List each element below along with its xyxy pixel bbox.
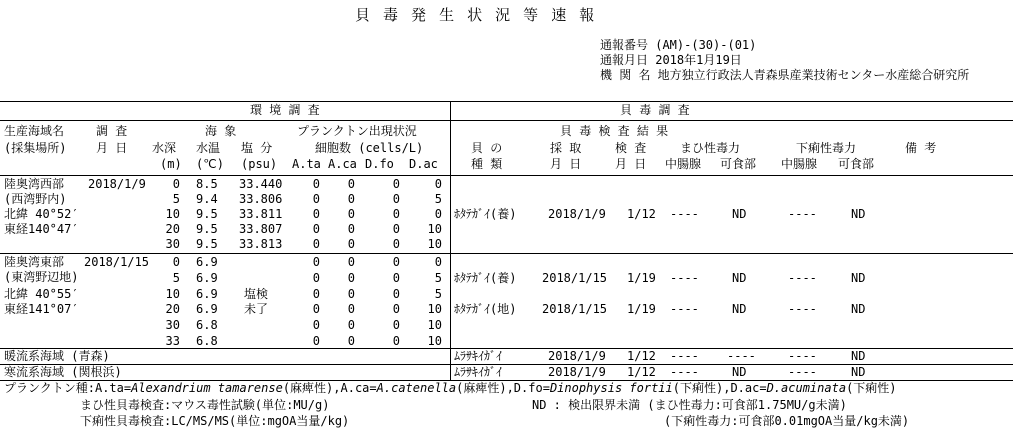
shell-species: ﾎﾀﾃｶﾞｲ(養)	[454, 271, 517, 285]
east-place: (東湾野辺地)	[4, 270, 79, 284]
col-shell-type: 種 類	[471, 157, 503, 171]
plankton-prefix: プランクトン種:A.ta=	[4, 381, 132, 395]
col-psp: まひ性毒力	[680, 141, 741, 155]
aca-cell: 0	[347, 192, 355, 206]
dfo-cell: 0	[392, 222, 400, 236]
dsp-edible-value: ND	[851, 302, 866, 316]
col-depth-unit: (m)	[160, 157, 182, 171]
aca-cell: 0	[347, 177, 355, 191]
dac-cell: 0	[434, 207, 442, 221]
col-sea: 海 象	[205, 124, 237, 138]
dfo-cell: 0	[392, 287, 400, 301]
shell-species: ﾎﾀﾃｶﾞｲ(地)	[454, 302, 517, 316]
ata-cell: 0	[312, 334, 320, 348]
col-depth: 水深	[152, 141, 177, 155]
temp-cell: 6.9	[196, 255, 218, 269]
west-survey-date: 2018/1/9	[88, 177, 146, 191]
col-temp-unit: (℃)	[196, 157, 224, 171]
col-salinity: 塩 分	[241, 141, 273, 155]
psp-gland-value: ----	[670, 349, 699, 363]
temp-cell: 9.4	[196, 192, 218, 206]
dsp-gland-value: ----	[788, 271, 817, 285]
east-survey-date: 2018/1/15	[84, 255, 150, 269]
east-latitude: 北緯 40°55′	[4, 287, 79, 301]
temp-cell: 6.9	[196, 271, 218, 285]
aca-cell: 0	[347, 255, 355, 269]
salinity-cell: 33.807	[239, 222, 283, 236]
dfo-cell: 0	[392, 271, 400, 285]
ata-cell: 0	[312, 177, 320, 191]
dac-cell: 10	[427, 237, 442, 251]
ata-cell: 0	[312, 222, 320, 236]
dfo-cell: 0	[392, 177, 400, 191]
dsp-limit-note: (下痢性毒力:可食部0.01mgOA当量/kg未満)	[664, 414, 910, 428]
shell-species: ﾑﾗｻｷｲｶﾞｲ	[454, 365, 503, 379]
temp-cell: 8.5	[196, 177, 218, 191]
col-place: (採集場所)	[4, 141, 67, 155]
ata-name: Alexandrium tamarense	[131, 381, 283, 395]
col-sampling-date: 月 日	[550, 157, 582, 171]
psp-gland-value: ----	[670, 271, 699, 285]
dfo-name: Dinophysis fortii	[549, 381, 673, 395]
aca-cell: 0	[347, 287, 355, 301]
aca-cell: 0	[347, 271, 355, 285]
dsp-edible-value: ND	[851, 365, 866, 379]
psp-edible-value: ND	[732, 365, 747, 379]
col-inspection: 貝 毒 検 査 結 果	[560, 124, 669, 138]
dac-suffix: (下痢性)	[846, 381, 897, 395]
psp-edible-value: ND	[732, 207, 747, 221]
temp-cell: 6.8	[196, 318, 218, 332]
toxin-survey-header: 貝 毒 調 査	[620, 103, 690, 117]
dfo-cell: 0	[392, 255, 400, 269]
temp-cell: 9.5	[196, 237, 218, 251]
depth-cell: 10	[165, 287, 180, 301]
agency-name: 機 関 名 地方独立行政法人青森県産業技術センター水産総合研究所	[600, 68, 970, 82]
temp-cell: 9.5	[196, 222, 218, 236]
report-date: 通報月日 2018年1月19日	[600, 53, 742, 67]
west-latitude: 北緯 40°52′	[4, 207, 79, 221]
sampling-date: 2018/1/15	[542, 302, 608, 316]
ata-cell: 0	[312, 287, 320, 301]
exam-date: 1/12	[627, 349, 656, 363]
col-dsp-edible: 可食部	[838, 157, 875, 171]
sampling-date: 2018/1/9	[548, 349, 606, 363]
salinity-cell: 未了	[244, 302, 269, 316]
temp-cell: 6.8	[196, 334, 218, 348]
dfo-cell: 0	[392, 302, 400, 316]
depth-cell: 5	[172, 271, 180, 285]
depth-cell: 0	[172, 255, 180, 269]
dac-cell: 0	[434, 255, 442, 269]
plankton-species-note	[4, 381, 897, 396]
report-title: 貝 毒 発 生 状 況 等 速 報	[355, 6, 597, 24]
ata-cell: 0	[312, 255, 320, 269]
aca-cell: 0	[347, 302, 355, 316]
dfo-cell: 0	[392, 192, 400, 206]
depth-cell: 30	[165, 318, 180, 332]
temp-cell: 6.9	[196, 302, 218, 316]
sampling-date: 2018/1/9	[548, 207, 606, 221]
salinity-cell: 33.813	[239, 237, 283, 251]
table-top-border	[0, 101, 1013, 102]
west-bottom-border	[0, 253, 1013, 254]
aca-cell: 0	[347, 334, 355, 348]
depth-cell: 30	[165, 237, 180, 251]
col-aca: A.ca	[328, 157, 357, 171]
depth-cell: 10	[165, 207, 180, 221]
exam-date: 1/12	[627, 365, 656, 379]
exam-date: 1/12	[627, 207, 656, 221]
col-temp: 水温	[196, 141, 221, 155]
ata-cell: 0	[312, 237, 320, 251]
dac-cell: 10	[427, 334, 442, 348]
west-longitude: 東経140°47′	[4, 222, 79, 236]
section-header-border	[0, 120, 1013, 121]
ata-cell: 0	[312, 192, 320, 206]
exam-date: 1/19	[627, 302, 656, 316]
aca-cell: 0	[347, 222, 355, 236]
west-area-name: 陸奥湾西部	[4, 177, 65, 191]
salinity-cell: 33.440	[239, 177, 283, 191]
psp-gland-value: ----	[670, 302, 699, 316]
dfo-cell: 0	[392, 334, 400, 348]
dac-cell: 5	[434, 192, 442, 206]
psp-edible-value: ----	[727, 349, 756, 363]
depth-cell: 20	[165, 222, 180, 236]
psp-gland-value: ----	[670, 207, 699, 221]
dac-cell: 5	[434, 287, 442, 301]
col-dfo: D.fo	[365, 157, 394, 171]
col-remarks: 備 考	[905, 141, 937, 155]
report-number: 通報番号 (AM)-(30)-(01)	[600, 38, 757, 52]
aca-suffix: (麻痺性),D.fo=	[456, 381, 550, 395]
dsp-edible-value: ND	[851, 349, 866, 363]
col-sampling: 採 取	[550, 141, 582, 155]
dfo-suffix: (下痢性),D.ac=	[672, 381, 767, 395]
col-salinity-unit: (psu)	[241, 157, 278, 171]
aca-name: A.catenella	[376, 381, 457, 395]
salinity-cell: 33.806	[239, 192, 283, 206]
aca-cell: 0	[347, 207, 355, 221]
dsp-edible-value: ND	[851, 271, 866, 285]
col-shell: 貝 の	[471, 141, 503, 155]
cold-area-name: 寒流系海域 (関根浜)	[4, 365, 122, 379]
psp-test-note: まひ性貝毒検査:マウス毒性試験(単位:MU/g)	[80, 398, 330, 412]
dsp-gland-value: ----	[788, 349, 817, 363]
shell-species: ﾑﾗｻｷｲｶﾞｲ	[454, 349, 503, 363]
sampling-date: 2018/1/15	[542, 271, 608, 285]
depth-cell: 33	[165, 334, 180, 348]
env-survey-header: 環 境 調 査	[250, 103, 320, 117]
east-area-name: 陸奥湾東部	[4, 255, 65, 269]
shell-species: ﾎﾀﾃｶﾞｲ(養)	[454, 207, 517, 221]
east-longitude: 東経141°07′	[4, 302, 79, 316]
exam-date: 1/19	[627, 271, 656, 285]
col-exam-date: 月 日	[615, 157, 647, 171]
col-dac: D.ac	[409, 157, 438, 171]
dac-cell: 10	[427, 222, 442, 236]
temp-cell: 6.9	[196, 287, 218, 301]
col-exam: 検 査	[615, 141, 647, 155]
col-psp-gland: 中腸腺	[665, 157, 702, 171]
dac-cell: 10	[427, 318, 442, 332]
header-bottom-border	[0, 175, 1013, 176]
col-ata: A.ta	[292, 157, 321, 171]
depth-cell: 20	[165, 302, 180, 316]
dac-cell: 5	[434, 271, 442, 285]
psp-gland-value: ----	[670, 365, 699, 379]
col-dsp: 下痢性毒力	[796, 141, 857, 155]
temp-cell: 9.5	[196, 207, 218, 221]
dsp-test-note: 下痢性貝毒検査:LC/MS/MS(単位:mgOA当量/kg)	[80, 414, 350, 428]
nd-note: ND : 検出限界未満 (まひ性毒力:可食部1.75MU/g未満)	[532, 398, 847, 412]
west-place: (西湾野内)	[4, 192, 67, 206]
aca-cell: 0	[347, 318, 355, 332]
depth-cell: 5	[172, 192, 180, 206]
ata-cell: 0	[312, 271, 320, 285]
dfo-cell: 0	[392, 237, 400, 251]
dsp-edible-value: ND	[851, 207, 866, 221]
col-plankton: プランクトン出現状況	[297, 124, 417, 138]
aca-cell: 0	[347, 237, 355, 251]
salinity-cell: 塩検	[244, 287, 269, 301]
ata-cell: 0	[312, 302, 320, 316]
dfo-cell: 0	[392, 207, 400, 221]
dsp-gland-value: ----	[788, 207, 817, 221]
warm-area-name: 暖流系海域 (青森)	[4, 349, 110, 363]
col-psp-edible: 可食部	[720, 157, 757, 171]
sampling-date: 2018/1/9	[548, 365, 606, 379]
col-area: 生産海域名	[4, 124, 65, 138]
ata-cell: 0	[312, 207, 320, 221]
ata-cell: 0	[312, 318, 320, 332]
dsp-gland-value: ----	[788, 365, 817, 379]
ata-suffix: (麻痺性),A.ca=	[282, 381, 377, 395]
dac-cell: 0	[434, 177, 442, 191]
col-cells: 細胞数 (cells/L)	[315, 141, 424, 155]
depth-cell: 0	[172, 177, 180, 191]
section-divider	[450, 101, 451, 380]
dsp-gland-value: ----	[788, 302, 817, 316]
salinity-cell: 33.811	[239, 207, 283, 221]
dac-name: D.acuminata	[766, 381, 847, 395]
col-dsp-gland: 中腸腺	[781, 157, 818, 171]
psp-edible-value: ND	[732, 271, 747, 285]
dac-cell: 10	[427, 302, 442, 316]
psp-edible-value: ND	[732, 302, 747, 316]
dfo-cell: 0	[392, 318, 400, 332]
col-survey: 調 査	[96, 124, 128, 138]
col-survey-date: 月 日	[96, 141, 128, 155]
